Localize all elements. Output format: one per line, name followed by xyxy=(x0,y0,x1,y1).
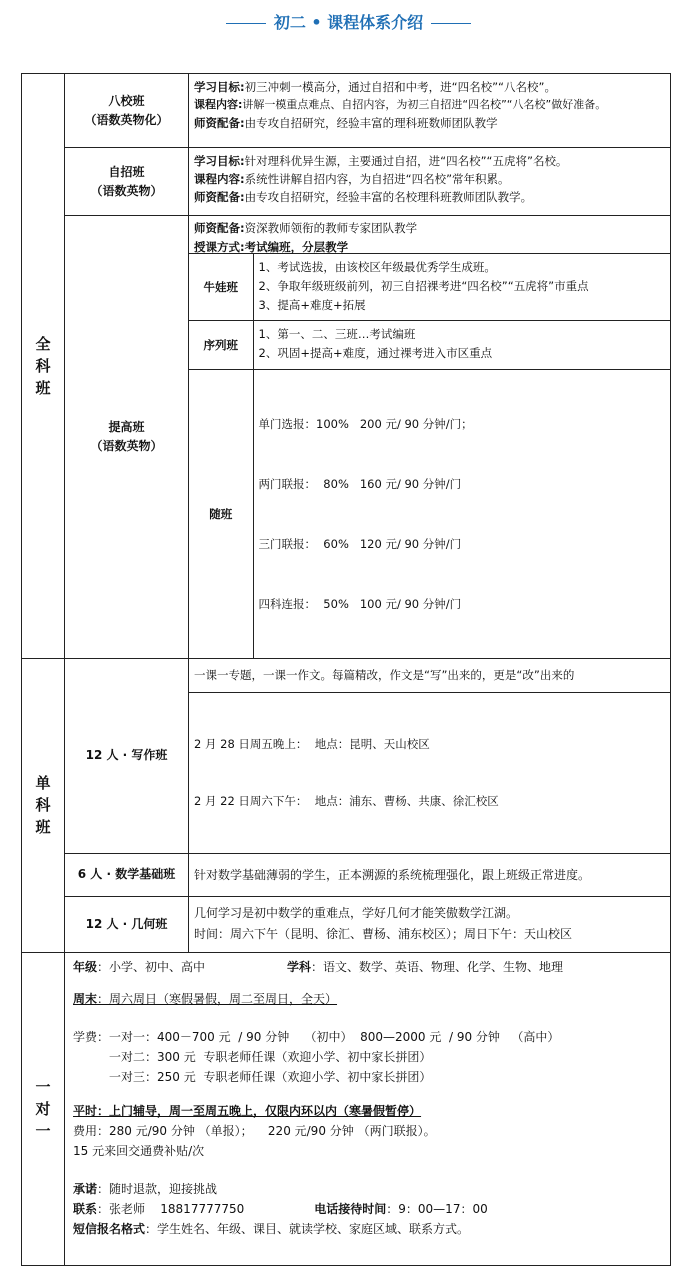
tigao-subtable xyxy=(189,254,670,658)
weekday-row xyxy=(73,1101,662,1121)
class-baxiao-name: 八校班 xyxy=(108,93,145,108)
class-shuxue: 6 人 · 数学基础班 xyxy=(65,853,189,896)
sub-xulie: 序列班 xyxy=(189,320,253,369)
class-baxiao-desc xyxy=(189,74,671,148)
goal-text: 针对理科优异生源，主要通过自招，进“四名校”“五虎将”名校。 xyxy=(244,154,568,168)
jihe-desc: 几何学习是初中数学的重难点，学好几何才能笑傲数学江湖。 xyxy=(194,905,519,920)
teacher-label: 师资配备: xyxy=(194,116,245,130)
xiezuo-schedule: 2 月 22 日周六下午： 地点：浦东、曹杨、共康、徐汇校区 xyxy=(194,793,499,808)
row-suiban xyxy=(189,369,670,658)
xiezuo-intro: 一课一专题，一课一作文。每篇精改，作文是“写”出来的，更是“改”出来的 xyxy=(189,659,670,693)
suiban-line: 两门联报： 80% 160 元/ 90 分钟/门 xyxy=(258,476,462,491)
class-tigao-subjects: （语数英物） xyxy=(90,438,163,453)
fee-row: 一对三：250 元 专职老师任课（欢迎小学、初中家长拼团） xyxy=(109,1069,432,1084)
sub-niuwa: 牛娃班 xyxy=(189,254,253,320)
promise-text: ：随时退款，迎接挑战 xyxy=(97,1181,218,1196)
goal-label: 学习目标: xyxy=(194,80,245,94)
content-text: 系统性讲解自招内容，为自招进“四名校”常年积累。 xyxy=(244,172,510,186)
row-shuxue xyxy=(22,853,671,896)
niuwa-line: 2、争取年级班级前列，初三自招裸考进“四名校”“五虎将”市重点 xyxy=(258,279,589,293)
jihe-time: 时间：周六下午（昆明、徐汇、曹杨、浦东校区）；周日下午：天山校区 xyxy=(194,926,573,941)
grade-label: 年级 xyxy=(73,959,98,974)
teacher-text: 由专攻自招研究，经验丰富的理科班数师团队教学 xyxy=(244,116,498,130)
contact-text: ：张老师 18817777750 xyxy=(97,1201,245,1216)
weekday-end: ） xyxy=(409,1103,422,1118)
method-label: 授课方式: xyxy=(194,240,245,254)
row-jihe xyxy=(22,896,671,952)
category-quanke xyxy=(22,74,65,659)
hours-text: ：9：00—17：00 xyxy=(386,1201,488,1216)
method-text: 考试编班，分层教学 xyxy=(244,240,349,254)
class-jihe-desc xyxy=(189,896,671,952)
class-zizhao-name: 自招班 xyxy=(108,164,145,179)
class-baxiao-subjects: （语数英物化） xyxy=(84,112,169,127)
goal-text: 初三冲刺一模高分，通过自招和中考，进“四名校”“八名校”。 xyxy=(244,80,556,94)
xulie-line: 2、巩固+提高+难度，通过裸考进入市区重点 xyxy=(258,345,493,360)
page-title xyxy=(0,12,697,34)
subsidy: 15 元来回交通费补贴/次 xyxy=(73,1143,205,1158)
category-yiduiyi-label: 一对一 xyxy=(35,1077,51,1140)
weekend-text: ：周六周日（寒假暑假，周二至周日，全天） xyxy=(97,991,338,1006)
sub-suiban: 随班 xyxy=(189,369,253,658)
class-zizhao xyxy=(65,148,189,216)
row-niuwa xyxy=(189,254,670,320)
promise-label: 承诺 xyxy=(73,1181,98,1196)
promise-row xyxy=(73,1179,662,1199)
weekday-bold: 寒暑假暂停 xyxy=(349,1103,410,1118)
teacher-label: 师资配备: xyxy=(194,190,245,204)
course-table xyxy=(21,73,671,1266)
class-baxiao xyxy=(65,74,189,148)
title-text: 初二 • 课程体系介绍 xyxy=(273,13,424,32)
teacher-text: 资深教师领衔的教师专家团队教学 xyxy=(244,221,418,235)
fee-row: 一对二：300 元 专职老师任课（欢迎小学、初中家长拼团） xyxy=(109,1049,432,1064)
title-rule-left xyxy=(226,23,266,24)
grade-subject-row xyxy=(73,957,662,977)
sms-text: ：学生姓名、年级、课目、就读学校、家庭区域、联系方式。 xyxy=(145,1221,470,1236)
row-baxiao xyxy=(22,74,671,148)
contact-row xyxy=(73,1199,662,1219)
category-danke-label: 单科班 xyxy=(35,774,51,836)
suiban-line: 三门联报： 60% 120 元/ 90 分钟/门 xyxy=(258,536,462,551)
class-tigao-name: 提高班 xyxy=(108,419,145,434)
class-shuxue-desc: 针对数学基础薄弱的学生，正本溯源的系统梳理强化，跟上班级正常进度。 xyxy=(189,853,671,896)
weekday-label: 平时 xyxy=(73,1103,98,1118)
niuwa-line: 1、考试选拔，由该校区年级最优秀学生成班。 xyxy=(258,260,496,274)
sub-xulie-desc xyxy=(253,320,670,369)
content-text: 讲解一模重点难点、自招内容，为初三自招进“四名校”“八名校”做好准备。 xyxy=(242,98,607,111)
sub-suiban-desc xyxy=(253,369,670,658)
category-danke xyxy=(22,658,65,952)
teacher-text: 由专攻自招研究，经验丰富的名校理科班教师团队教学。 xyxy=(244,190,533,204)
grade-text: ：小学、初中、高中 xyxy=(97,959,206,974)
weekday-text: ：上门辅导，周一至周五晚上，仅限内环以内（ xyxy=(97,1103,350,1118)
weekday-fee: 费用：280 元/90 分钟 （单报）； 220 元/90 分钟 （两门联报）。 xyxy=(73,1123,436,1138)
class-jihe: 12 人 · 几何班 xyxy=(65,896,189,952)
sub-niuwa-desc xyxy=(253,254,670,320)
fee-row: 学费：一对一：400－700 元 / 90 分钟 （初中） 800—2000 元 / 90 分钟 （高中） xyxy=(73,1029,560,1044)
sms-row xyxy=(73,1219,662,1239)
weekend-label: 周末 xyxy=(73,991,98,1006)
class-tigao xyxy=(65,216,189,659)
category-quanke-label: 全科班 xyxy=(35,334,51,397)
title-rule-right xyxy=(431,23,471,24)
class-xiezuo: 12 人 · 写作班 xyxy=(65,658,189,853)
class-zizhao-subjects: （语数英物） xyxy=(90,183,163,198)
row-tigao xyxy=(22,216,671,659)
subject-text: ：语文、数学、英语、物理、化学、生物、地理 xyxy=(311,959,564,974)
content-label: 课程内容: xyxy=(194,98,243,111)
sms-label: 短信报名格式 xyxy=(73,1221,146,1236)
xulie-line: 1、第一、二、三班…考试编班 xyxy=(258,326,416,341)
class-tigao-desc xyxy=(189,216,671,659)
content-label: 课程内容: xyxy=(194,172,245,186)
row-xulie xyxy=(189,320,670,369)
xiezuo-schedule: 2 月 28 日周五晚上： 地点：昆明、天山校区 xyxy=(194,736,430,751)
class-xiezuo-desc xyxy=(189,658,671,853)
class-zizhao-desc xyxy=(189,148,671,216)
teacher-label: 师资配备: xyxy=(194,221,245,235)
goal-label: 学习目标: xyxy=(194,154,245,168)
hours-label: 电话接待时间 xyxy=(314,1201,387,1216)
suiban-line: 单门选报：100% 200 元/ 90 分钟/门； xyxy=(258,416,473,431)
suiban-line: 四科连报： 50% 100 元/ 90 分钟/门 xyxy=(258,596,462,611)
row-xiezuo xyxy=(22,658,671,853)
niuwa-line: 3、提高+难度+拓展 xyxy=(258,298,366,312)
subject-label: 学科 xyxy=(287,959,312,974)
contact-label: 联系 xyxy=(73,1201,98,1216)
row-zizhao xyxy=(22,148,671,216)
